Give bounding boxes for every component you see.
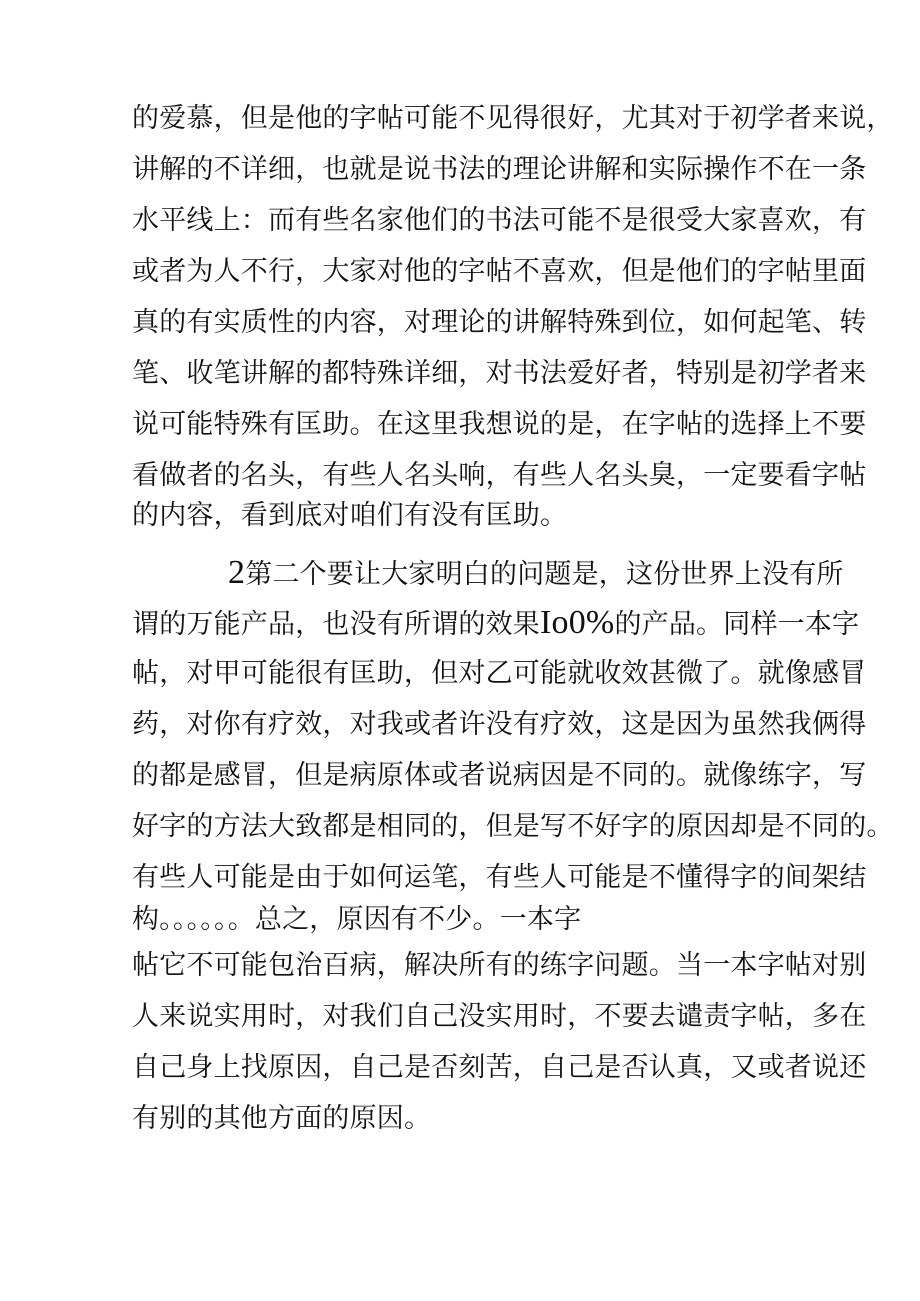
paragraph-1-line-9: 的内容，看到底对咱们有没有匡助。 (132, 500, 568, 531)
paragraph-1-line-3: 水平线上：而有些名家他们的书法可能不是很受大家喜欢，有 (132, 205, 867, 236)
paragraph-2-line-9: 帖它不可能包治百病，解决所有的练字问题。当一本字帖对别 (132, 950, 867, 981)
paragraph-1-line-5: 真的有实质性的内容，对理论的讲解特殊到位，如何起笔、转 (132, 307, 867, 338)
paragraph-1-line-1: 的爱慕，但是他的字帖可能不见得很好，尤其对于初学者来说， (132, 103, 894, 134)
paragraph-2-line-6: 好字的方法大致都是相同的，但是写不好字的原因却是不同的。 (132, 811, 894, 842)
paragraph-2-line-2-figure: Io0% (540, 604, 615, 641)
paragraph-2-line-4: 药，对你有疗效，对我或者许没有疗效，这是因为虽然我俩得 (132, 709, 867, 740)
paragraph-2-line-10: 人来说实用时，对我们自己没实用时，不要去谴责字帖，多在 (132, 1001, 867, 1032)
paragraph-2-line-5: 的都是感冒，但是病原体或者说病因是不同的。就像练字，写 (132, 760, 867, 791)
paragraph-2-line-1 (228, 550, 844, 596)
paragraph-2-line-8: 构。。。。。。总之，原因有不少。一本字 (132, 904, 582, 935)
paragraph-2-line-7: 有些人可能是由于如何运笔，有些人可能是不懂得字的间架结 (132, 862, 867, 893)
paragraph-2-number: 2 (228, 554, 246, 591)
paragraph-1-line-7: 说可能特殊有匡助。在这里我想说的是，在字帖的选择上不要 (132, 409, 867, 440)
paragraph-1-line-2: 讲解的不详细，也就是说书法的理论讲解和实际操作不在一条 (132, 154, 867, 185)
paragraph-2-line-2-before: 谓的万能产品，也没有所谓的效果 (132, 609, 540, 640)
paragraph-2-line-2 (132, 600, 860, 646)
paragraph-2-line-3: 帖，对甲可能很有匡助，但对乙可能就收效甚微了。就像感冒 (132, 658, 867, 689)
paragraph-1-line-4: 或者为人不行，大家对他的字帖不喜欢，但是他们的字帖里面 (132, 256, 867, 287)
paragraph-2-line-12: 有别的其他方面的原因。 (132, 1103, 432, 1134)
paragraph-1-line-8: 看做者的名头，有些人名头响，有些人名头臭，一定要看字帖 (132, 460, 867, 491)
paragraph-2-line-1-text: 第二个要让大家明白的问题是，这份世界上没有所 (245, 559, 844, 590)
paragraph-2-line-2-after: 的产品。同样一本字 (614, 609, 860, 640)
paragraph-1-line-6: 笔、收笔讲解的都特殊详细，对书法爱好者，特别是初学者来 (132, 358, 867, 389)
paragraph-2-line-11: 自己身上找原因，自己是否刻苦，自己是否认真，又或者说还 (132, 1052, 867, 1083)
